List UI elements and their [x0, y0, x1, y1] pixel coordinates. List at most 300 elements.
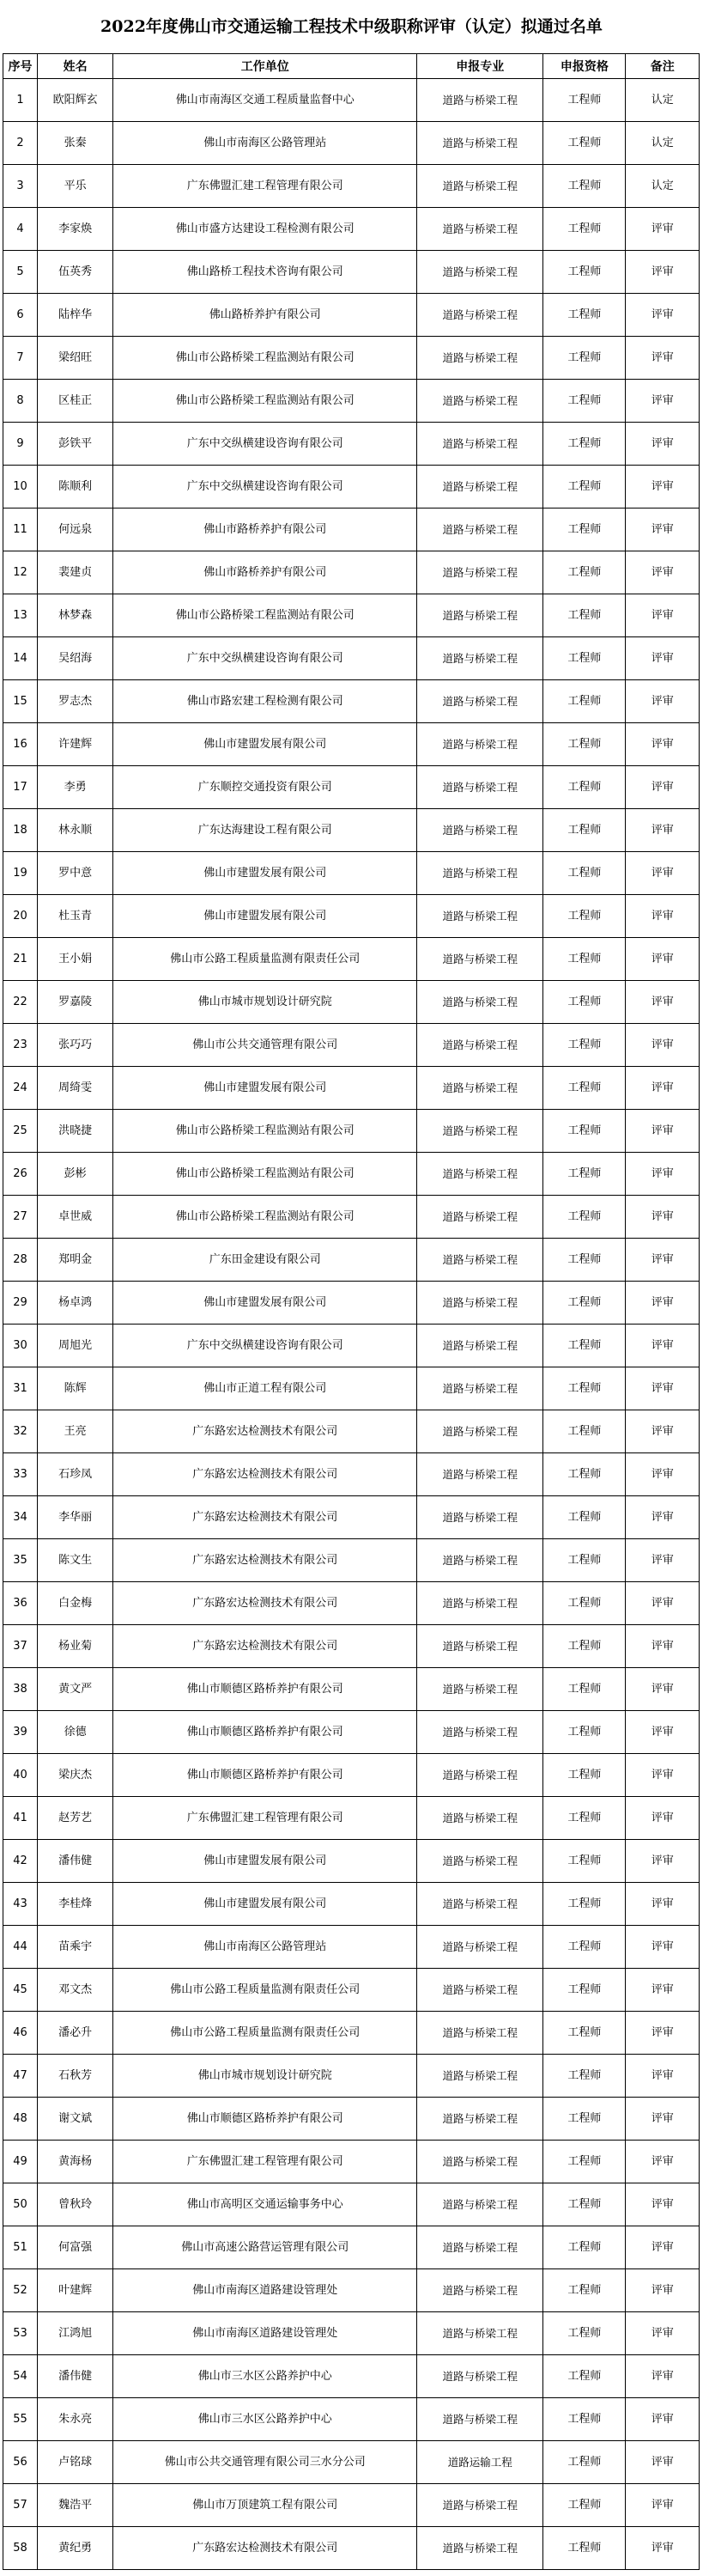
table-row [3, 1883, 700, 1926]
cell-name: 何富强 [38, 2226, 113, 2269]
table-row [3, 2141, 700, 2183]
cell-major: 道路与桥梁工程 [417, 2098, 543, 2141]
cell-major: 道路与桥梁工程 [417, 1754, 543, 1797]
cell-name: 许建辉 [38, 723, 113, 766]
cell-no: 5 [3, 251, 38, 294]
cell-note: 评审 [626, 809, 700, 852]
table-row [3, 981, 700, 1024]
cell-major: 道路与桥梁工程 [417, 2183, 543, 2226]
cell-name: 梁庆杰 [38, 1754, 113, 1797]
cell-unit: 佛山市建盟发展有限公司 [113, 1282, 417, 1325]
cell-unit: 佛山市城市规划设计研究院 [113, 2055, 417, 2098]
table-row [3, 1196, 700, 1239]
cell-note: 评审 [626, 1024, 700, 1067]
cell-unit: 广东路宏达检测技术有限公司 [113, 1496, 417, 1539]
cell-note: 评审 [626, 423, 700, 466]
cell-major: 道路与桥梁工程 [417, 1367, 543, 1410]
cell-name: 彭铁平 [38, 423, 113, 466]
header-major: 申报专业 [417, 54, 543, 79]
cell-unit: 佛山市公路桥梁工程监测站有限公司 [113, 1153, 417, 1196]
table-row [3, 766, 700, 809]
cell-unit: 佛山市建盟发展有限公司 [113, 852, 417, 895]
cell-qualification: 工程师 [543, 594, 626, 637]
cell-major: 道路与桥梁工程 [417, 294, 543, 337]
header-name: 姓名 [38, 54, 113, 79]
cell-name: 罗中意 [38, 852, 113, 895]
cell-note: 评审 [626, 1754, 700, 1797]
cell-major: 道路运输工程 [417, 2441, 543, 2484]
cell-note: 评审 [626, 1883, 700, 1926]
cell-unit: 佛山市公路工程质量监测有限责任公司 [113, 1969, 417, 2012]
table-row [3, 79, 700, 122]
table-row [3, 1625, 700, 1668]
cell-qualification: 工程师 [543, 723, 626, 766]
cell-major: 道路与桥梁工程 [417, 1239, 543, 1282]
cell-qualification: 工程师 [543, 1453, 626, 1496]
cell-note: 评审 [626, 2098, 700, 2141]
table-row [3, 294, 700, 337]
cell-note: 评审 [626, 2312, 700, 2355]
cell-name: 徐德 [38, 1711, 113, 1754]
cell-unit: 广东路宏达检测技术有限公司 [113, 1625, 417, 1668]
cell-note: 评审 [626, 2398, 700, 2441]
cell-name: 郑明金 [38, 1239, 113, 1282]
cell-name: 江鸿旭 [38, 2312, 113, 2355]
cell-unit: 广东路宏达检测技术有限公司 [113, 2527, 417, 2570]
cell-unit: 广东中交纵横建设咨询有限公司 [113, 637, 417, 680]
cell-no: 54 [3, 2355, 38, 2398]
cell-major: 道路与桥梁工程 [417, 208, 543, 251]
cell-note: 评审 [626, 680, 700, 723]
cell-name: 陆梓华 [38, 294, 113, 337]
cell-unit: 佛山市万顶建筑工程有限公司 [113, 2484, 417, 2527]
cell-name: 苗乘宇 [38, 1926, 113, 1969]
table-row [3, 637, 700, 680]
cell-qualification: 工程师 [543, 766, 626, 809]
cell-note: 认定 [626, 79, 700, 122]
cell-note: 评审 [626, 2183, 700, 2226]
cell-note: 评审 [626, 594, 700, 637]
cell-name: 黄海杨 [38, 2141, 113, 2183]
cell-qualification: 工程师 [543, 1539, 626, 1582]
cell-qualification: 工程师 [543, 1239, 626, 1282]
table-body [3, 79, 700, 2570]
table-row [3, 1367, 700, 1410]
cell-name: 潘必升 [38, 2012, 113, 2055]
cell-note: 评审 [626, 1282, 700, 1325]
cell-qualification: 工程师 [543, 2183, 626, 2226]
cell-no: 40 [3, 1754, 38, 1797]
cell-qualification: 工程师 [543, 1110, 626, 1153]
cell-note: 评审 [626, 337, 700, 380]
cell-note: 评审 [626, 1153, 700, 1196]
cell-note: 认定 [626, 122, 700, 165]
cell-name: 王小娟 [38, 938, 113, 981]
cell-qualification: 工程师 [543, 2441, 626, 2484]
cell-no: 41 [3, 1797, 38, 1840]
cell-qualification: 工程师 [543, 1067, 626, 1110]
table-row [3, 1840, 700, 1883]
cell-unit: 佛山市公共交通管理有限公司 [113, 1024, 417, 1067]
cell-unit: 佛山市公路工程质量监测有限责任公司 [113, 938, 417, 981]
cell-no: 58 [3, 2527, 38, 2570]
cell-note: 评审 [626, 895, 700, 938]
cell-no: 43 [3, 1883, 38, 1926]
cell-major: 道路与桥梁工程 [417, 1496, 543, 1539]
table-row [3, 165, 700, 208]
cell-major: 道路与桥梁工程 [417, 2055, 543, 2098]
cell-unit: 广东佛盟汇建工程管理有限公司 [113, 1797, 417, 1840]
cell-no: 21 [3, 938, 38, 981]
cell-name: 林永顺 [38, 809, 113, 852]
cell-major: 道路与桥梁工程 [417, 509, 543, 551]
cell-note: 评审 [626, 294, 700, 337]
cell-no: 39 [3, 1711, 38, 1754]
cell-qualification: 工程师 [543, 337, 626, 380]
cell-major: 道路与桥梁工程 [417, 1410, 543, 1453]
cell-unit: 广东达海建设工程有限公司 [113, 809, 417, 852]
cell-qualification: 工程师 [543, 251, 626, 294]
cell-note: 评审 [626, 1926, 700, 1969]
cell-no: 18 [3, 809, 38, 852]
cell-major: 道路与桥梁工程 [417, 1883, 543, 1926]
cell-qualification: 工程师 [543, 551, 626, 594]
cell-name: 李桂烽 [38, 1883, 113, 1926]
cell-no: 14 [3, 637, 38, 680]
cell-qualification: 工程师 [543, 2141, 626, 2183]
cell-name: 欧阳辉玄 [38, 79, 113, 122]
cell-unit: 佛山市路桥养护有限公司 [113, 551, 417, 594]
cell-no: 16 [3, 723, 38, 766]
cell-no: 12 [3, 551, 38, 594]
table-row [3, 1325, 700, 1367]
cell-unit: 佛山市南海区道路建设管理处 [113, 2312, 417, 2355]
cell-qualification: 工程师 [543, 680, 626, 723]
cell-note: 评审 [626, 2355, 700, 2398]
cell-name: 黄文严 [38, 1668, 113, 1711]
cell-unit: 广东中交纵横建设咨询有限公司 [113, 1325, 417, 1367]
table-row [3, 1024, 700, 1067]
cell-unit: 广东佛盟汇建工程管理有限公司 [113, 165, 417, 208]
cell-no: 6 [3, 294, 38, 337]
cell-unit: 广东顺控交通投资有限公司 [113, 766, 417, 809]
cell-qualification: 工程师 [543, 1325, 626, 1367]
cell-name: 张巧巧 [38, 1024, 113, 1067]
table-row [3, 2527, 700, 2570]
cell-major: 道路与桥梁工程 [417, 1153, 543, 1196]
cell-name: 罗嘉陵 [38, 981, 113, 1024]
cell-unit: 佛山市南海区公路管理站 [113, 122, 417, 165]
cell-name: 平乐 [38, 165, 113, 208]
cell-major: 道路与桥梁工程 [417, 594, 543, 637]
cell-major: 道路与桥梁工程 [417, 2312, 543, 2355]
cell-no: 4 [3, 208, 38, 251]
cell-no: 55 [3, 2398, 38, 2441]
cell-note: 评审 [626, 938, 700, 981]
cell-name: 周绮雯 [38, 1067, 113, 1110]
cell-major: 道路与桥梁工程 [417, 1797, 543, 1840]
cell-note: 评审 [626, 1496, 700, 1539]
cell-major: 道路与桥梁工程 [417, 2484, 543, 2527]
cell-qualification: 工程师 [543, 2226, 626, 2269]
cell-no: 26 [3, 1153, 38, 1196]
cell-unit: 佛山市公共交通管理有限公司三水分公司 [113, 2441, 417, 2484]
cell-major: 道路与桥梁工程 [417, 1453, 543, 1496]
cell-no: 11 [3, 509, 38, 551]
cell-name: 陈辉 [38, 1367, 113, 1410]
cell-name: 邓文杰 [38, 1969, 113, 2012]
cell-no: 49 [3, 2141, 38, 2183]
cell-qualification: 工程师 [543, 1410, 626, 1453]
table-row [3, 680, 700, 723]
cell-note: 评审 [626, 723, 700, 766]
table-row [3, 1110, 700, 1153]
cell-qualification: 工程师 [543, 2098, 626, 2141]
table-row [3, 1926, 700, 1969]
cell-qualification: 工程师 [543, 1282, 626, 1325]
cell-unit: 佛山市路宏建工程检测有限公司 [113, 680, 417, 723]
cell-unit: 广东佛盟汇建工程管理有限公司 [113, 2141, 417, 2183]
table-row [3, 466, 700, 509]
cell-unit: 佛山市公路桥梁工程监测站有限公司 [113, 380, 417, 423]
cell-qualification: 工程师 [543, 1582, 626, 1625]
cell-qualification: 工程师 [543, 208, 626, 251]
cell-qualification: 工程师 [543, 1754, 626, 1797]
cell-name: 陈顺利 [38, 466, 113, 509]
header-no: 序号 [3, 54, 38, 79]
cell-major: 道路与桥梁工程 [417, 337, 543, 380]
cell-major: 道路与桥梁工程 [417, 1196, 543, 1239]
cell-unit: 佛山市三水区公路养护中心 [113, 2398, 417, 2441]
cell-qualification: 工程师 [543, 2527, 626, 2570]
cell-major: 道路与桥梁工程 [417, 165, 543, 208]
cell-major: 道路与桥梁工程 [417, 1969, 543, 2012]
cell-unit: 佛山路桥工程技术咨询有限公司 [113, 251, 417, 294]
cell-note: 评审 [626, 1840, 700, 1883]
cell-qualification: 工程师 [543, 2055, 626, 2098]
cell-qualification: 工程师 [543, 294, 626, 337]
table-row [3, 2226, 700, 2269]
cell-major: 道路与桥梁工程 [417, 2012, 543, 2055]
cell-major: 道路与桥梁工程 [417, 938, 543, 981]
cell-note: 评审 [626, 551, 700, 594]
cell-major: 道路与桥梁工程 [417, 1668, 543, 1711]
cell-qualification: 工程师 [543, 1711, 626, 1754]
cell-unit: 佛山市路桥养护有限公司 [113, 509, 417, 551]
table-row [3, 895, 700, 938]
cell-major: 道路与桥梁工程 [417, 895, 543, 938]
cell-note: 评审 [626, 1110, 700, 1153]
cell-no: 44 [3, 1926, 38, 1969]
cell-qualification: 工程师 [543, 122, 626, 165]
cell-name: 卢铭球 [38, 2441, 113, 2484]
cell-qualification: 工程师 [543, 1496, 626, 1539]
cell-name: 石秋芳 [38, 2055, 113, 2098]
table-row [3, 1969, 700, 2012]
table-row [3, 938, 700, 981]
cell-no: 37 [3, 1625, 38, 1668]
cell-qualification: 工程师 [543, 1797, 626, 1840]
cell-no: 13 [3, 594, 38, 637]
cell-major: 道路与桥梁工程 [417, 1539, 543, 1582]
table-row [3, 2312, 700, 2355]
cell-unit: 佛山市城市规划设计研究院 [113, 981, 417, 1024]
cell-name: 赵芳艺 [38, 1797, 113, 1840]
cell-unit: 佛山市顺德区路桥养护有限公司 [113, 1754, 417, 1797]
cell-no: 38 [3, 1668, 38, 1711]
cell-no: 22 [3, 981, 38, 1024]
cell-major: 道路与桥梁工程 [417, 981, 543, 1024]
table-row [3, 423, 700, 466]
cell-no: 2 [3, 122, 38, 165]
cell-unit: 广东田金建设有限公司 [113, 1239, 417, 1282]
table-row [3, 122, 700, 165]
cell-qualification: 工程师 [543, 1153, 626, 1196]
cell-unit: 佛山市顺德区路桥养护有限公司 [113, 1668, 417, 1711]
cell-no: 8 [3, 380, 38, 423]
cell-note: 评审 [626, 852, 700, 895]
cell-unit: 佛山市南海区交通工程质量监督中心 [113, 79, 417, 122]
table-row [3, 2355, 700, 2398]
cell-no: 25 [3, 1110, 38, 1153]
cell-name: 杜玉青 [38, 895, 113, 938]
table-row [3, 1797, 700, 1840]
cell-no: 47 [3, 2055, 38, 2098]
table-row [3, 1282, 700, 1325]
cell-note: 认定 [626, 165, 700, 208]
cell-no: 30 [3, 1325, 38, 1367]
cell-qualification: 工程师 [543, 380, 626, 423]
cell-note: 评审 [626, 1410, 700, 1453]
cell-no: 57 [3, 2484, 38, 2527]
cell-qualification: 工程师 [543, 852, 626, 895]
cell-name: 谢文斌 [38, 2098, 113, 2141]
cell-name: 李家焕 [38, 208, 113, 251]
cell-major: 道路与桥梁工程 [417, 2527, 543, 2570]
cell-qualification: 工程师 [543, 981, 626, 1024]
cell-major: 道路与桥梁工程 [417, 251, 543, 294]
cell-major: 道路与桥梁工程 [417, 852, 543, 895]
table-row [3, 809, 700, 852]
cell-qualification: 工程师 [543, 466, 626, 509]
cell-major: 道路与桥梁工程 [417, 1926, 543, 1969]
cell-name: 潘伟健 [38, 2355, 113, 2398]
table-header-row [3, 54, 700, 79]
cell-major: 道路与桥梁工程 [417, 1024, 543, 1067]
cell-no: 10 [3, 466, 38, 509]
cell-major: 道路与桥梁工程 [417, 680, 543, 723]
cell-name: 魏浩平 [38, 2484, 113, 2527]
cell-qualification: 工程师 [543, 1024, 626, 1067]
header-unit: 工作单位 [113, 54, 417, 79]
cell-qualification: 工程师 [543, 2012, 626, 2055]
table-row [3, 594, 700, 637]
cell-qualification: 工程师 [543, 1926, 626, 1969]
cell-qualification: 工程师 [543, 2484, 626, 2527]
cell-qualification: 工程师 [543, 1668, 626, 1711]
cell-no: 36 [3, 1582, 38, 1625]
cell-note: 评审 [626, 1668, 700, 1711]
table-row [3, 1539, 700, 1582]
cell-unit: 佛山市建盟发展有限公司 [113, 1883, 417, 1926]
table-row [3, 1239, 700, 1282]
cell-no: 48 [3, 2098, 38, 2141]
table-row [3, 852, 700, 895]
cell-major: 道路与桥梁工程 [417, 1110, 543, 1153]
table-row [3, 2269, 700, 2312]
cell-name: 周旭光 [38, 1325, 113, 1367]
cell-no: 3 [3, 165, 38, 208]
cell-note: 评审 [626, 1582, 700, 1625]
cell-unit: 佛山市建盟发展有限公司 [113, 723, 417, 766]
cell-qualification: 工程师 [543, 1883, 626, 1926]
cell-unit: 佛山市高速公路营运管理有限公司 [113, 2226, 417, 2269]
cell-name: 黄纪勇 [38, 2527, 113, 2570]
cell-major: 道路与桥梁工程 [417, 1840, 543, 1883]
cell-note: 评审 [626, 2441, 700, 2484]
cell-major: 道路与桥梁工程 [417, 2355, 543, 2398]
table-row [3, 251, 700, 294]
cell-unit: 广东路宏达检测技术有限公司 [113, 1453, 417, 1496]
cell-no: 51 [3, 2226, 38, 2269]
table-row [3, 2012, 700, 2055]
cell-note: 评审 [626, 466, 700, 509]
cell-major: 道路与桥梁工程 [417, 1711, 543, 1754]
cell-major: 道路与桥梁工程 [417, 551, 543, 594]
cell-name: 杨业菊 [38, 1625, 113, 1668]
cell-no: 34 [3, 1496, 38, 1539]
table-row [3, 2183, 700, 2226]
cell-note: 评审 [626, 1325, 700, 1367]
cell-unit: 佛山市高明区交通运输事务中心 [113, 2183, 417, 2226]
cell-no: 42 [3, 1840, 38, 1883]
cell-note: 评审 [626, 637, 700, 680]
cell-name: 朱永亮 [38, 2398, 113, 2441]
cell-major: 道路与桥梁工程 [417, 380, 543, 423]
cell-no: 15 [3, 680, 38, 723]
table-row [3, 1410, 700, 1453]
cell-unit: 广东路宏达检测技术有限公司 [113, 1410, 417, 1453]
table-row [3, 1453, 700, 1496]
cell-note: 评审 [626, 1196, 700, 1239]
cell-no: 24 [3, 1067, 38, 1110]
cell-name: 区桂正 [38, 380, 113, 423]
cell-unit: 佛山市建盟发展有限公司 [113, 1840, 417, 1883]
cell-unit: 佛山市顺德区路桥养护有限公司 [113, 1711, 417, 1754]
cell-note: 评审 [626, 1367, 700, 1410]
cell-qualification: 工程师 [543, 895, 626, 938]
cell-name: 李勇 [38, 766, 113, 809]
cell-note: 评审 [626, 1625, 700, 1668]
cell-qualification: 工程师 [543, 1840, 626, 1883]
cell-major: 道路与桥梁工程 [417, 1582, 543, 1625]
table-row [3, 1711, 700, 1754]
cell-unit: 佛山路桥养护有限公司 [113, 294, 417, 337]
cell-major: 道路与桥梁工程 [417, 2226, 543, 2269]
cell-major: 道路与桥梁工程 [417, 423, 543, 466]
cell-name: 卓世威 [38, 1196, 113, 1239]
cell-no: 32 [3, 1410, 38, 1453]
cell-major: 道路与桥梁工程 [417, 2141, 543, 2183]
cell-no: 27 [3, 1196, 38, 1239]
cell-no: 17 [3, 766, 38, 809]
table-row [3, 1754, 700, 1797]
header-qualification: 申报资格 [543, 54, 626, 79]
cell-major: 道路与桥梁工程 [417, 466, 543, 509]
cell-major: 道路与桥梁工程 [417, 1625, 543, 1668]
cell-note: 评审 [626, 208, 700, 251]
cell-note: 评审 [626, 2484, 700, 2527]
